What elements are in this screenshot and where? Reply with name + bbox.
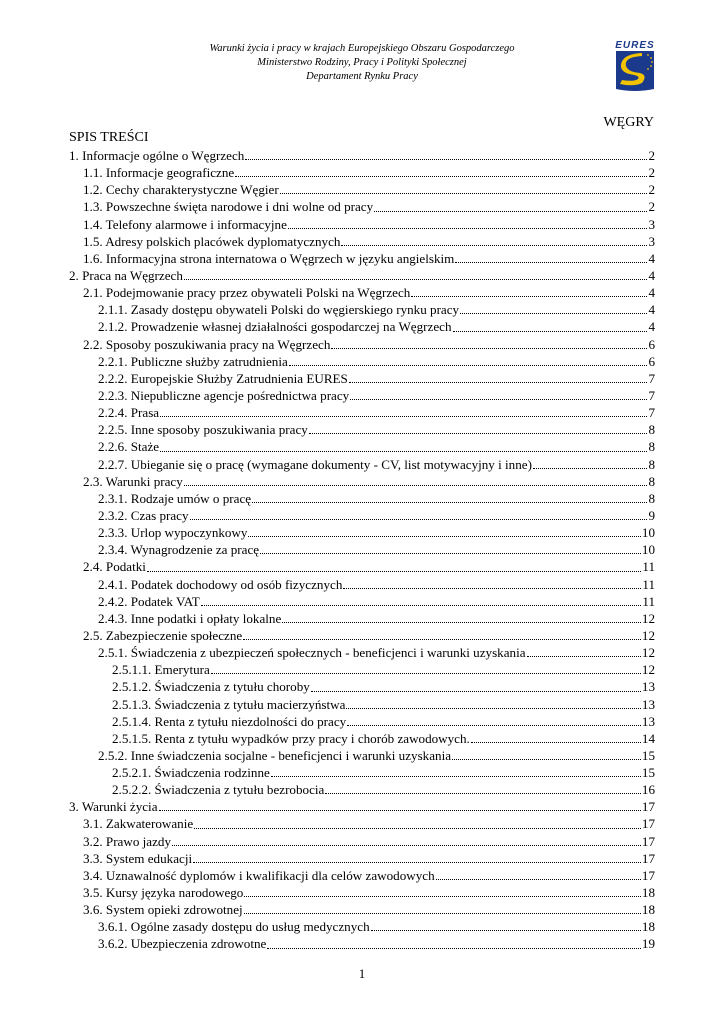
- toc-entry-title: 2.3.3. Urlop wypoczynkowy: [98, 525, 248, 541]
- toc-entry-title: 2.4. Podatki: [83, 559, 146, 575]
- toc-entry-page: 8: [648, 490, 655, 506]
- toc-entry[interactable]: [69, 404, 655, 421]
- toc-entry-page: 4: [648, 319, 655, 335]
- toc-entry[interactable]: [69, 593, 655, 610]
- toc-entry[interactable]: [69, 198, 655, 215]
- toc-entry-page: 2: [648, 148, 655, 163]
- toc-dot-leader: [190, 518, 648, 520]
- toc-entry-page: 12: [641, 627, 655, 643]
- toc-entry-title: 2.3.2. Czas pracy: [98, 507, 189, 523]
- toc-entry[interactable]: [69, 798, 655, 815]
- toc-entry[interactable]: [69, 696, 655, 713]
- toc-entry-title: 2.2.7. Ubieganie się o pracę (wymagane dokumenty - CV, list motywacyjny i inne): [98, 456, 532, 472]
- page-number: 1: [358, 966, 366, 981]
- toc-entry[interactable]: [69, 730, 655, 747]
- toc-dot-leader: [248, 535, 640, 537]
- toc-entry-title: 1.1. Informacje geograficzne: [83, 165, 235, 181]
- toc-entry[interactable]: [69, 558, 655, 575]
- toc-entry[interactable]: [69, 250, 655, 267]
- toc-entry-title: 3. Warunki życia: [69, 799, 158, 815]
- toc-entry-title: 1.2. Cechy charakterystyczne Węgier: [83, 182, 279, 198]
- toc-entry-page: 19: [641, 936, 655, 952]
- toc-entry-page: 8: [648, 456, 655, 472]
- toc-entry-page: 12: [641, 610, 655, 626]
- toc-entry[interactable]: [69, 541, 655, 558]
- toc-entry-title: 2.5.2.1. Świadczenia rodzinne: [112, 765, 270, 781]
- toc-entry[interactable]: [69, 867, 655, 884]
- toc-entry[interactable]: [69, 935, 655, 952]
- toc-entry-title: 1.6. Informacyjna strona internatowa o Węgrzech w języku angielskim: [83, 250, 455, 266]
- toc-dot-leader: [211, 672, 641, 674]
- toc-dot-leader: [350, 398, 647, 400]
- toc-entry[interactable]: [69, 181, 655, 198]
- toc-dot-leader: [172, 844, 641, 846]
- toc-dot-leader: [244, 912, 641, 914]
- toc-entry-page: 18: [641, 902, 655, 918]
- toc-dot-leader: [460, 312, 647, 314]
- toc-entry[interactable]: [69, 473, 655, 490]
- toc-entry-title: 3.2. Prawo jazdy: [83, 833, 171, 849]
- toc-entry-title: 1.3. Powszechne święta narodowe i dni wolne od pracy: [83, 199, 374, 215]
- toc-dot-leader: [527, 655, 641, 657]
- toc-entry[interactable]: [69, 216, 655, 233]
- toc-entry-page: 16: [641, 782, 655, 798]
- toc-dot-leader: [244, 895, 641, 897]
- toc-entry[interactable]: [69, 524, 655, 541]
- toc-dot-leader: [147, 570, 641, 572]
- toc-entry-title: 2.2.4. Prasa: [98, 405, 160, 421]
- toc-entry-page: 12: [641, 662, 655, 678]
- toc-entry-page: 13: [641, 713, 655, 729]
- toc-dot-leader: [201, 604, 642, 606]
- toc-title: SPIS TREŚCI: [69, 130, 149, 145]
- toc-entry[interactable]: [69, 918, 655, 935]
- toc-entry-page: 4: [648, 267, 655, 283]
- toc-dot-leader: [289, 364, 648, 366]
- toc-dot-leader: [267, 947, 641, 949]
- toc-entry-title: 2.2.2. Europejskie Służby Zatrudnienia EURES: [98, 370, 348, 386]
- toc-entry[interactable]: [69, 781, 655, 798]
- toc-dot-leader: [282, 621, 641, 623]
- toc-entry-title: 2.3.4. Wynagrodzenie za pracę: [98, 542, 260, 558]
- toc-entry-title: 3.6.2. Ubezpieczenia zdrowotne: [98, 936, 267, 952]
- toc-dot-leader: [371, 929, 641, 931]
- toc-entry-page: 2: [648, 199, 655, 215]
- toc-entry-page: 10: [641, 542, 655, 558]
- toc-entry[interactable]: [69, 164, 655, 181]
- toc-entry[interactable]: [69, 833, 655, 850]
- header-line-2: Ministerstwo Rodziny, Pracy i Polityki Społecznej: [257, 57, 467, 68]
- toc-dot-leader: [411, 295, 647, 297]
- toc-entry-title: 2.4.1. Podatek dochodowy od osób fizycznych: [98, 576, 343, 592]
- toc-entry-title: 2.5.2.2. Świadczenia z tytułu bezrobocia: [112, 782, 325, 798]
- toc-entry[interactable]: [69, 267, 655, 284]
- toc-entry-title: 3.6.1. Ogólne zasady dostępu do usług medycznych: [98, 919, 370, 935]
- toc-dot-leader: [260, 552, 641, 554]
- toc-entry-page: 8: [648, 422, 655, 438]
- toc-dot-leader: [349, 381, 648, 383]
- toc-entry[interactable]: [69, 421, 655, 438]
- toc-entry-title: 2.1.2. Prowadzenie własnej działalności gospodarczej na Węgrzech: [98, 319, 452, 335]
- toc-entry-title: 2.3. Warunki pracy: [83, 473, 183, 489]
- toc-entry-page: 3: [648, 233, 655, 249]
- toc-dot-leader: [331, 347, 647, 349]
- toc-dot-leader: [243, 638, 641, 640]
- toc-entry-title: 2.5.1.1. Emerytura: [112, 662, 210, 678]
- toc-dot-leader: [184, 484, 648, 486]
- toc-entry-title: 2.5. Zabezpieczenie społeczne: [83, 627, 243, 643]
- toc-entry-title: 3.1. Zakwaterowanie: [83, 816, 194, 832]
- toc-entry-title: 3.6. System opieki zdrowotnej: [83, 902, 243, 918]
- toc-entry-page: 15: [641, 747, 655, 763]
- toc-entry-title: 2.5.1. Świadczenia z ubezpieczeń społecznych - beneficjenci i warunki uzyskania: [98, 645, 526, 661]
- toc-dot-leader: [533, 467, 648, 469]
- toc-entry[interactable]: [69, 438, 655, 455]
- toc-entry-page: 4: [648, 302, 655, 318]
- header-line-3: Departament Rynku Pracy: [306, 71, 418, 82]
- toc-entry[interactable]: [69, 747, 655, 764]
- toc-entry-title: 2.5.1.4. Renta z tytułu niezdolności do pracy: [112, 713, 347, 729]
- eures-logo-icon: [612, 37, 658, 93]
- toc-entry-title: 1.4. Telefony alarmowe i informacyjne: [83, 216, 287, 232]
- toc-dot-leader: [453, 330, 648, 332]
- toc-entry[interactable]: [69, 318, 655, 335]
- toc-entry[interactable]: [69, 884, 655, 901]
- toc-entry[interactable]: [69, 387, 655, 404]
- toc-entry-title: 2.4.2. Podatek VAT: [98, 593, 200, 609]
- toc-entry[interactable]: [69, 644, 655, 661]
- toc-dot-leader: [452, 758, 641, 760]
- toc-entry-page: 18: [641, 885, 655, 901]
- toc-dot-leader: [193, 861, 641, 863]
- toc-dot-leader: [343, 587, 641, 589]
- toc-entry-page: 4: [648, 250, 655, 266]
- eures-logo-text: EURES: [615, 40, 655, 51]
- toc-dot-leader: [374, 210, 647, 212]
- toc-dot-leader: [325, 792, 641, 794]
- toc-entry-page: 17: [641, 799, 655, 815]
- toc-entry[interactable]: [69, 301, 655, 318]
- toc-dot-leader: [235, 175, 647, 177]
- toc-entry[interactable]: [69, 353, 655, 370]
- toc-entry-page: 15: [641, 765, 655, 781]
- toc-dot-leader: [288, 227, 648, 229]
- toc-entry-page: 11: [642, 593, 655, 609]
- toc-entry-title: 2. Praca na Węgrzech: [69, 267, 183, 283]
- toc-entry-page: 11: [642, 576, 655, 592]
- toc-entry-page: 13: [641, 679, 655, 695]
- toc-entry-title: 2.5.1.3. Świadczenia z tytułu macierzyństwa: [112, 696, 346, 712]
- header-line-1: Warunki życia i pracy w krajach Europejskiego Obszaru Gospodarczego: [209, 43, 515, 54]
- toc-entry-page: 2: [648, 182, 655, 198]
- toc-entry-page: 7: [648, 387, 655, 403]
- toc-entry[interactable]: [69, 764, 655, 781]
- toc-dot-leader: [341, 244, 647, 246]
- toc-dot-leader: [346, 707, 640, 709]
- toc-entry[interactable]: [69, 850, 655, 867]
- toc-entry[interactable]: [69, 456, 655, 473]
- toc-entry[interactable]: [69, 678, 655, 695]
- toc-entry-page: 8: [648, 439, 655, 455]
- toc-entry-page: 7: [648, 370, 655, 386]
- toc-entry-title: 2.5.1.2. Świadczenia z tytułu choroby: [112, 679, 310, 695]
- toc-entry-page: 12: [641, 645, 655, 661]
- toc-dot-leader: [311, 690, 641, 692]
- toc-entry-page: 17: [641, 850, 655, 866]
- toc-entry-page: 8: [648, 473, 655, 489]
- toc-entry-title: 3.5. Kursy języka narodowego: [83, 885, 244, 901]
- toc-entry[interactable]: [69, 490, 655, 507]
- toc-dot-leader: [280, 192, 648, 194]
- toc-dot-leader: [245, 158, 647, 160]
- toc-entry-title: 2.5.1.5. Renta z tytułu wypadków przy pracy i chorób zawodowych.: [112, 730, 470, 746]
- toc-dot-leader: [184, 278, 648, 280]
- toc-entry-page: 7: [648, 405, 655, 421]
- toc-entry-page: 17: [641, 833, 655, 849]
- toc-entry-page: 14: [641, 730, 655, 746]
- toc-entry[interactable]: [69, 147, 655, 164]
- toc-entry-page: 10: [641, 525, 655, 541]
- toc-dot-leader: [471, 741, 641, 743]
- toc-entry-page: 18: [641, 919, 655, 935]
- toc-entry-page: 17: [641, 867, 655, 883]
- toc-dot-leader: [436, 878, 641, 880]
- toc-dot-leader: [271, 775, 641, 777]
- toc-dot-leader: [347, 724, 641, 726]
- toc-entry-page: 6: [648, 336, 655, 352]
- toc-dot-leader: [160, 450, 647, 452]
- toc-dot-leader: [455, 261, 647, 263]
- toc-entry[interactable]: [69, 370, 655, 387]
- toc-entry-page: 17: [641, 816, 655, 832]
- toc-entry-title: 2.2. Sposoby poszukiwania pracy na Węgrzech: [83, 336, 331, 352]
- toc-entry-page: 11: [642, 559, 655, 575]
- toc-entry-page: 3: [648, 216, 655, 232]
- toc-dot-leader: [194, 827, 641, 829]
- toc-entry-title: 1. Informacje ogólne o Węgrzech: [69, 148, 245, 163]
- toc-entry[interactable]: [69, 507, 655, 524]
- toc-entry[interactable]: [69, 233, 655, 250]
- country-name: WĘGRY: [603, 115, 654, 130]
- toc-entry-title: 2.4.3. Inne podatki i opłaty lokalne: [98, 610, 282, 626]
- toc-entry-page: 13: [641, 696, 655, 712]
- toc-entry-title: 2.3.1. Rodzaje umów o pracę: [98, 490, 252, 506]
- toc-dot-leader: [252, 501, 647, 503]
- toc-entry[interactable]: [69, 815, 655, 832]
- toc-entry[interactable]: [69, 284, 655, 301]
- toc-entry-title: 2.2.5. Inne sposoby poszukiwania pracy: [98, 422, 308, 438]
- toc-dot-leader: [159, 809, 641, 811]
- toc-entry-page: 6: [648, 353, 655, 369]
- toc-entry[interactable]: [69, 627, 655, 644]
- toc-entry-title: 2.2.1. Publiczne służby zatrudnienia: [98, 353, 288, 369]
- toc-entry-title: 2.1.1. Zasady dostępu obywateli Polski do węgierskiego rynku pracy: [98, 302, 460, 318]
- toc-entry-title: 2.5.2. Inne świadczenia socjalne - beneficjenci i warunki uzyskania: [98, 747, 452, 763]
- toc-entry-page: 9: [648, 507, 655, 523]
- toc-entry-page: 2: [648, 165, 655, 181]
- toc-entry-page: 4: [648, 285, 655, 301]
- toc-entry-title: 2.2.3. Niepubliczne agencje pośrednictwa pracy: [98, 387, 350, 403]
- toc-dot-leader: [160, 415, 647, 417]
- toc-entry[interactable]: [69, 336, 655, 353]
- table-of-contents: [69, 147, 655, 953]
- toc-entry[interactable]: [69, 576, 655, 593]
- toc-entry-title: 3.4. Uznawalność dyplomów i kwalifikacji dla celów zawodowych: [83, 867, 435, 883]
- toc-entry-title: 1.5. Adresy polskich placówek dyplomatycznych: [83, 233, 341, 249]
- toc-dot-leader: [309, 432, 648, 434]
- toc-entry[interactable]: [69, 713, 655, 730]
- toc-entry[interactable]: [69, 661, 655, 678]
- toc-entry[interactable]: [69, 610, 655, 627]
- toc-entry-title: 3.3. System edukacji: [83, 850, 193, 866]
- toc-entry[interactable]: [69, 901, 655, 918]
- toc-entry-title: 2.2.6. Staże: [98, 439, 160, 455]
- toc-entry-title: 2.1. Podejmowanie pracy przez obywateli Polski na Węgrzech: [83, 285, 411, 301]
